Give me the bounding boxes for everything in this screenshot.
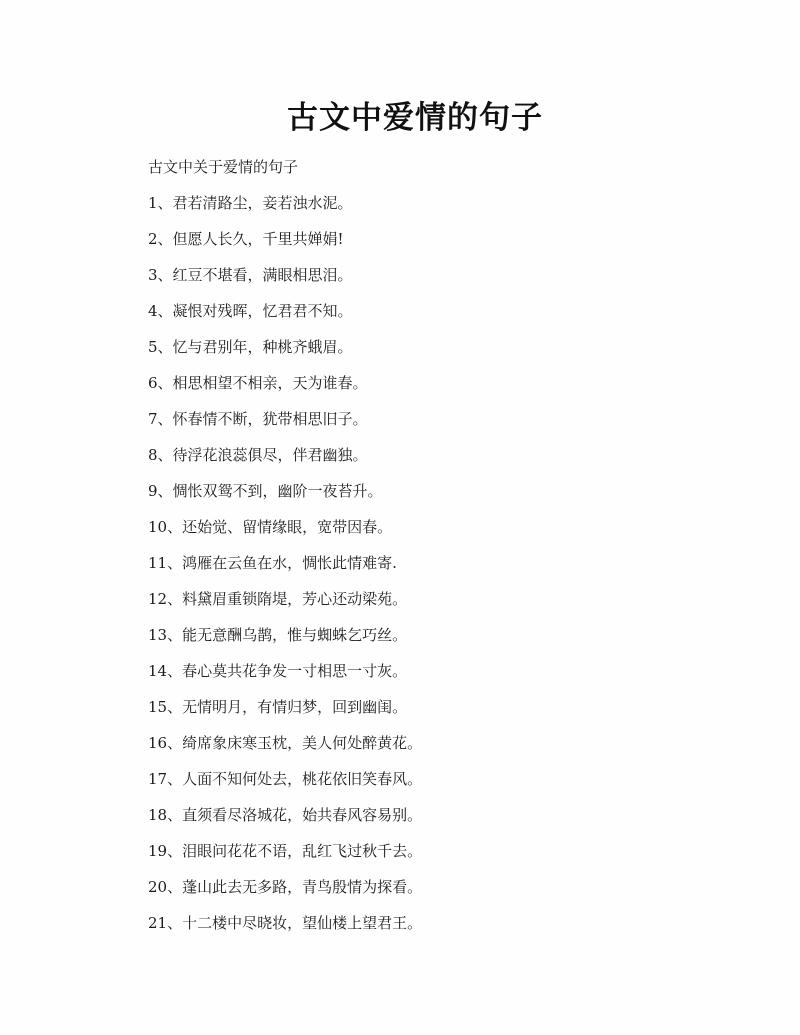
sentence-text: 绮席象床寒玉枕，美人何处醉黄花。	[182, 734, 423, 752]
document-title: 古文中爱情的句子	[287, 100, 543, 136]
sentence-text: 怀春情不断，犹带相思旧子。	[172, 410, 368, 428]
sentence-number: 11、	[148, 554, 183, 572]
sentence-item	[148, 372, 708, 408]
sentence-text: 人面不知何处去，桃花依旧笑春风。	[182, 770, 423, 788]
sentence-text: 能无意酬乌鹊，惟与蜘蛛乞巧丝。	[182, 626, 408, 644]
sentence-item	[148, 336, 708, 372]
sentence-text: 凝恨对残晖，忆君君不知。	[172, 302, 353, 320]
sentence-text: 十二楼中尽晓妆，望仙楼上望君王。	[182, 914, 423, 932]
sentence-item	[148, 912, 708, 948]
sentence-item	[148, 624, 708, 660]
sentence-item	[148, 840, 708, 876]
sentence-number: 12、	[148, 590, 183, 608]
sentence-text: 忆与君别年，种桃齐蛾眉。	[172, 338, 353, 356]
sentence-text: 直须看尽洛城花，始共春风容易别。	[182, 806, 423, 824]
sentence-text: 惆怅双鸳不到，幽阶一夜苔升。	[172, 482, 383, 500]
sentence-text: 君若清路尘，妾若浊水泥。	[172, 194, 353, 212]
sentence-number: 3、	[148, 266, 173, 284]
sentence-item	[148, 660, 708, 696]
sentence-item	[148, 408, 708, 444]
document-body	[148, 156, 708, 948]
sentence-item	[148, 804, 708, 840]
sentence-text: 料黛眉重锁隋堤，芳心还动梁苑。	[182, 590, 408, 608]
sentence-number: 14、	[148, 662, 183, 680]
sentence-number: 10、	[148, 518, 183, 536]
sentence-number: 20、	[148, 878, 183, 896]
sentence-text: 蓬山此去无多路，青鸟殷情为探看。	[182, 878, 423, 896]
sentence-number: 13、	[148, 626, 183, 644]
sentence-item	[148, 228, 708, 264]
sentence-item	[148, 732, 708, 768]
sentence-list	[148, 192, 708, 948]
sentence-text: 春心莫共花争发一寸相思一寸灰。	[182, 662, 408, 680]
sentence-item	[148, 264, 708, 300]
sentence-item	[148, 768, 708, 804]
sentence-text: 还始觉、留情缘眼，宽带因春。	[182, 518, 393, 536]
sentence-number: 19、	[148, 842, 183, 860]
sentence-text: 相思相望不相亲，天为谁春。	[172, 374, 368, 392]
sentence-text: 但愿人长久，千里共婵娟!	[172, 230, 344, 248]
sentence-number: 9、	[148, 482, 173, 500]
sentence-number: 2、	[148, 230, 173, 248]
sentence-item	[148, 588, 708, 624]
sentence-item	[148, 696, 708, 732]
sentence-number: 5、	[148, 338, 173, 356]
sentence-number: 6、	[148, 374, 173, 392]
sentence-number: 16、	[148, 734, 183, 752]
sentence-number: 8、	[148, 446, 173, 464]
sentence-number: 15、	[148, 698, 183, 716]
sentence-number: 7、	[148, 410, 173, 428]
sentence-number: 21、	[148, 914, 183, 932]
sentence-text: 待浮花浪蕊俱尽，伴君幽独。	[172, 446, 368, 464]
sentence-number: 1、	[148, 194, 173, 212]
sentence-item	[148, 516, 708, 552]
sentence-item	[148, 444, 708, 480]
sentence-item	[148, 552, 708, 588]
sentence-item	[148, 192, 708, 228]
sentence-item	[148, 300, 708, 336]
document-subtitle: 古文中关于爱情的句子	[148, 158, 299, 176]
sentence-number: 17、	[148, 770, 183, 788]
sentence-text: 红豆不堪看，满眼相思泪。	[172, 266, 353, 284]
sentence-item	[148, 876, 708, 912]
sentence-text: 泪眼问花花不语，乱红飞过秋千去。	[182, 842, 423, 860]
sentence-number: 18、	[148, 806, 183, 824]
sentence-text: 鸿雁在云鱼在水，惆怅此情难寄.	[182, 554, 397, 572]
sentence-number: 4、	[148, 302, 173, 320]
sentence-item	[148, 480, 708, 516]
sentence-text: 无情明月，有情归梦，回到幽闺。	[182, 698, 408, 716]
